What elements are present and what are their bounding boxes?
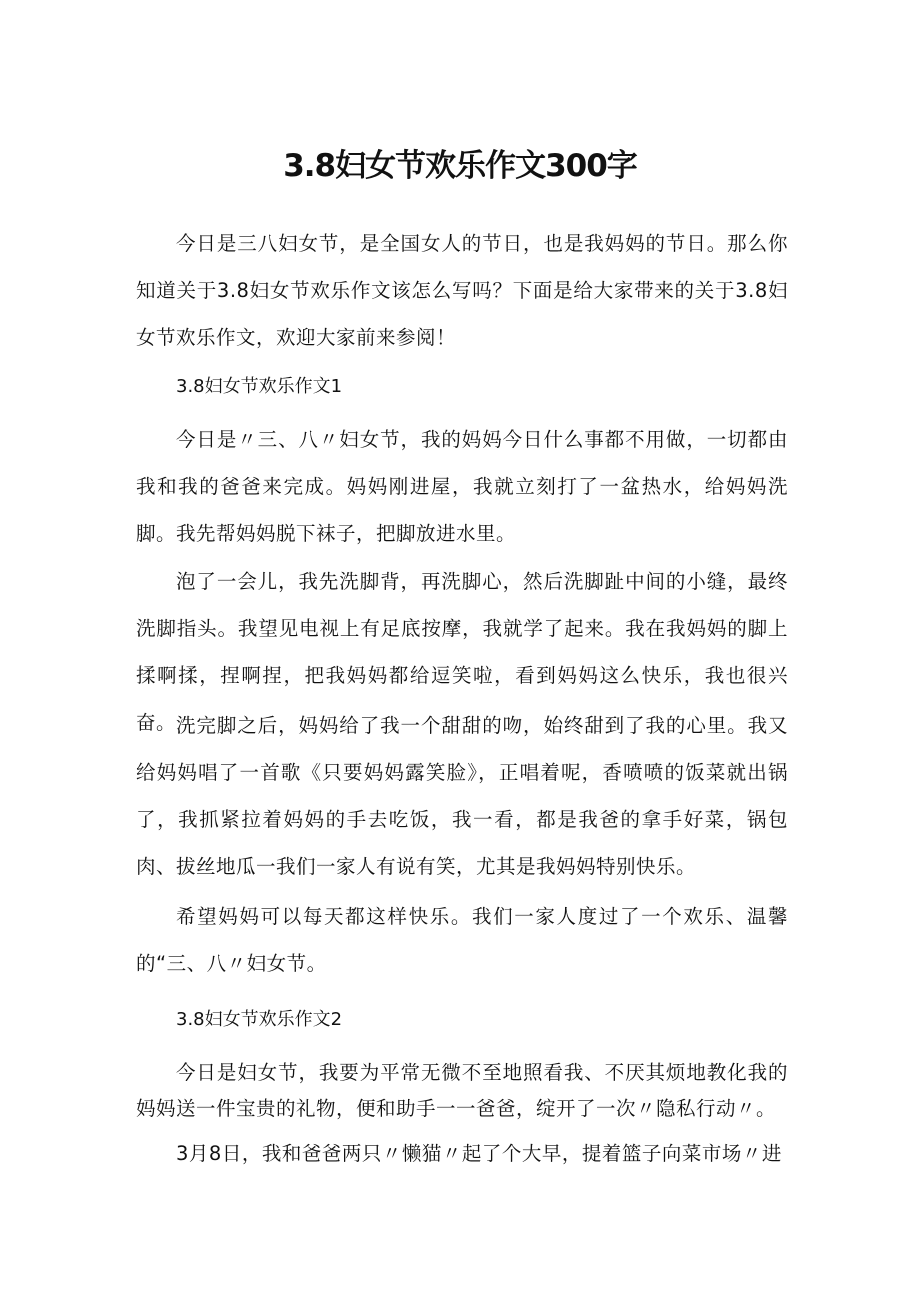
section1-paragraph-1: 今日是〃三、八〃妇女节，我的妈妈今日什么事都不用做，一切都由我和我的爸爸来完成。妈妈刚进屋，我就立刻打了一盆热水，给妈妈洗脚。我先帮妈妈脱下袜子，把脚放进水里。 <box>136 428 788 545</box>
section2-paragraph-2: 3月8日，我和爸爸两只〃懒猫〃起了个大早，提着篮子向菜市场〃进 <box>176 1142 782 1165</box>
intro-paragraph: 今日是三八妇女节，是全国女人的节日，也是我妈妈的节日。那么你知道关于3.8妇女节欢乐作文该怎么写吗？下面是给大家带来的关于3.8妇女节欢乐作文，欢迎大家前来参阅！ <box>136 232 788 349</box>
section1-paragraph-2: 泡了一会儿，我先洗脚背，再洗脚心，然后洗脚趾中间的小缝，最终洗脚指头。我望见电视上有足底按摩，我就学了起来。我在我妈妈的脚上揉啊揉，捏啊捏，把我妈妈都给逗笑啦，看到妈妈这么快乐，我也很兴奋。 <box>136 570 788 734</box>
document-title: 3.8妇女节欢乐作文300字 <box>283 148 637 184</box>
section2-heading: 3.8妇女节欢乐作文2 <box>176 1009 343 1030</box>
section1-heading: 3.8妇女节欢乐作文1 <box>176 376 343 397</box>
section2-paragraph-1: 今日是妇女节，我要为平常无微不至地照看我、不厌其烦地教化我的妈妈送一件宝贵的礼物，便和助手一一爸爸，绽开了一次〃隐私行动〃。 <box>136 1061 788 1120</box>
section1-paragraph-4: 希望妈妈可以每天都这样快乐。我们一家人度过了一个欢乐、温馨的“三、八〃妇女节。 <box>136 905 788 975</box>
section1-paragraph-3: 洗完脚之后，妈妈给了我一个甜甜的吻，始终甜到了我的心里。我又给妈妈唱了一首歌《只要妈妈露笑脸》，正唱着呢，香喷喷的饭菜就出锅了，我抓紧拉着妈妈的手去吃饭，我一看，都是我爸的拿手好菜，锅包肉、拔丝地瓜一我们一家人有说有笑，尤其是我妈妈特别快乐。 <box>136 714 788 878</box>
